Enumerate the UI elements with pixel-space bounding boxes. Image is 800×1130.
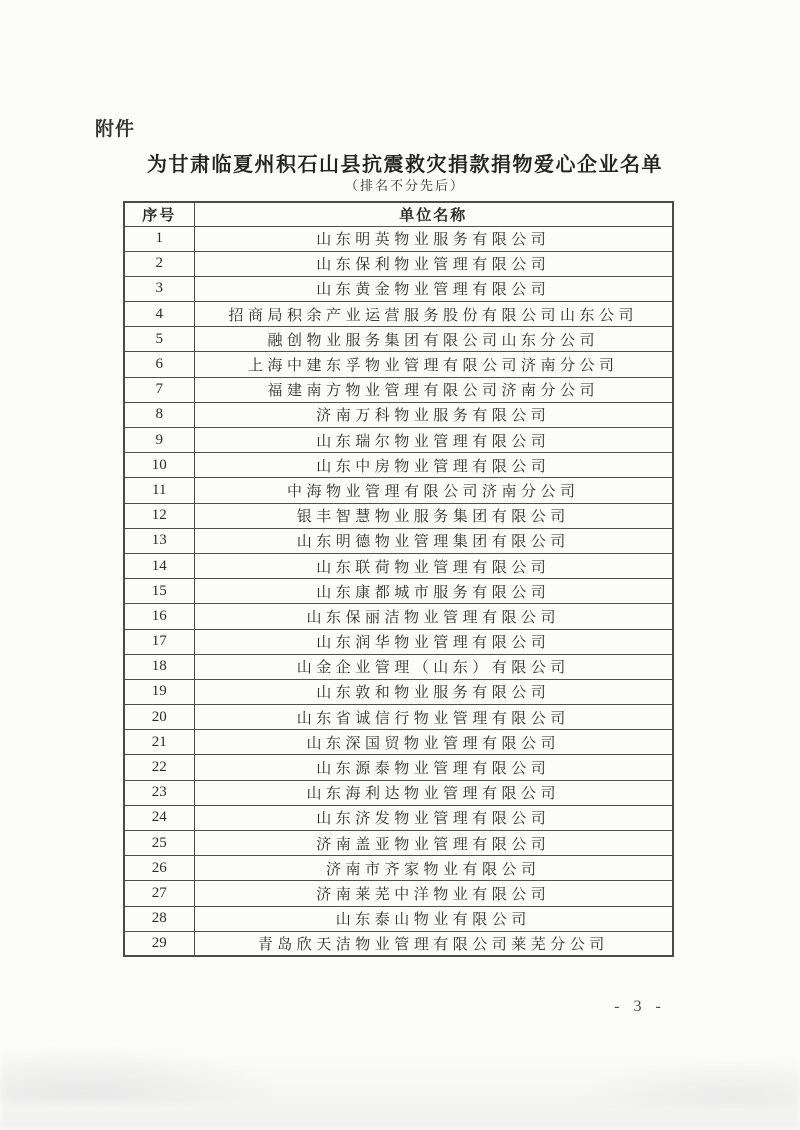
table-row: [124, 831, 673, 856]
company-name-cell: 山东保利物业管理有限公司: [194, 251, 673, 276]
table-row: [124, 881, 673, 906]
row-number-cell: 1: [124, 226, 194, 251]
company-name-cell: 山东明英物业服务有限公司: [194, 226, 673, 251]
table-header-row: [124, 202, 673, 226]
company-name-cell: 中海物业管理有限公司济南分公司: [194, 478, 673, 503]
company-name-cell: 山东保丽洁物业管理有限公司: [194, 604, 673, 629]
document-title: 为甘肃临夏州积石山县抗震救灾捐款捐物爱心企业名单: [147, 154, 663, 176]
company-name-cell: 山东瑞尔物业管理有限公司: [194, 428, 673, 453]
table-row: [124, 906, 673, 931]
table-row: [124, 755, 673, 780]
page-number: - 3 -: [614, 998, 666, 1015]
company-roster-table: [123, 201, 674, 957]
table-row: [124, 251, 673, 276]
row-number-cell: 22: [124, 755, 194, 780]
table-row: [124, 679, 673, 704]
company-name-cell: 济南莱芜中洋物业有限公司: [194, 881, 673, 906]
row-number-cell: 9: [124, 428, 194, 453]
scan-artifact: [580, 1056, 800, 1106]
table-body: [124, 226, 673, 956]
table-row: [124, 377, 673, 402]
table-row: [124, 428, 673, 453]
table-row: [124, 276, 673, 301]
row-number-cell: 25: [124, 831, 194, 856]
table-row: [124, 302, 673, 327]
table-row: [124, 553, 673, 578]
company-name-cell: 山东润华物业管理有限公司: [194, 629, 673, 654]
column-header-company-name: 单位名称: [194, 202, 673, 226]
company-name-cell: 山东中房物业管理有限公司: [194, 453, 673, 478]
row-number-cell: 26: [124, 856, 194, 881]
row-number-cell: 2: [124, 251, 194, 276]
column-header-serial-number: 序号: [124, 202, 194, 226]
company-name-cell: 银丰智慧物业服务集团有限公司: [194, 503, 673, 528]
row-number-cell: 19: [124, 679, 194, 704]
company-name-cell: 山东泰山物业有限公司: [194, 906, 673, 931]
attachment-label: 附件: [95, 119, 136, 140]
table-row: [124, 604, 673, 629]
table-row: [124, 730, 673, 755]
company-name-cell: 济南盖亚物业管理有限公司: [194, 831, 673, 856]
company-name-cell: 山东联荷物业管理有限公司: [194, 553, 673, 578]
row-number-cell: 24: [124, 805, 194, 830]
row-number-cell: 6: [124, 352, 194, 377]
company-name-cell: 福建南方物业管理有限公司济南分公司: [194, 377, 673, 402]
row-number-cell: 12: [124, 503, 194, 528]
table-row: [124, 654, 673, 679]
scan-artifact: [0, 1050, 800, 1130]
company-name-cell: 招商局积余产业运营服务股份有限公司山东公司: [194, 302, 673, 327]
row-number-cell: 29: [124, 931, 194, 956]
row-number-cell: 13: [124, 528, 194, 553]
company-name-cell: 济南市齐家物业有限公司: [194, 856, 673, 881]
company-name-cell: 融创物业服务集团有限公司山东分公司: [194, 327, 673, 352]
table-row: [124, 579, 673, 604]
table-row: [124, 453, 673, 478]
table-row: [124, 629, 673, 654]
row-number-cell: 14: [124, 553, 194, 578]
company-name-cell: 山东省诚信行物业管理有限公司: [194, 705, 673, 730]
row-number-cell: 20: [124, 705, 194, 730]
row-number-cell: 16: [124, 604, 194, 629]
table-row: [124, 931, 673, 956]
company-name-cell: 山金企业管理（山东）有限公司: [194, 654, 673, 679]
row-number-cell: 28: [124, 906, 194, 931]
row-number-cell: 10: [124, 453, 194, 478]
company-name-cell: 山东济发物业管理有限公司: [194, 805, 673, 830]
company-name-cell: 山东源泰物业管理有限公司: [194, 755, 673, 780]
table-row: [124, 805, 673, 830]
row-number-cell: 11: [124, 478, 194, 503]
table-row: [124, 352, 673, 377]
table-row: [124, 478, 673, 503]
row-number-cell: 27: [124, 881, 194, 906]
table-row: [124, 327, 673, 352]
company-name-cell: 山东明德物业管理集团有限公司: [194, 528, 673, 553]
table-row: [124, 503, 673, 528]
row-number-cell: 17: [124, 629, 194, 654]
company-name-cell: 山东深国贸物业管理有限公司: [194, 730, 673, 755]
table-row: [124, 528, 673, 553]
table-row: [124, 226, 673, 251]
company-name-cell: 山东海利达物业管理有限公司: [194, 780, 673, 805]
table-row: [124, 705, 673, 730]
table-row: [124, 780, 673, 805]
row-number-cell: 4: [124, 302, 194, 327]
row-number-cell: 15: [124, 579, 194, 604]
company-name-cell: 山东康都城市服务有限公司: [194, 579, 673, 604]
document-subtitle: （排名不分先后）: [344, 178, 465, 193]
company-name-cell: 济南万科物业服务有限公司: [194, 402, 673, 427]
row-number-cell: 23: [124, 780, 194, 805]
scan-artifact: [0, 1042, 280, 1102]
company-name-cell: 上海中建东孚物业管理有限公司济南分公司: [194, 352, 673, 377]
company-name-cell: 山东黄金物业管理有限公司: [194, 276, 673, 301]
company-name-cell: 青岛欣天洁物业管理有限公司莱芜分公司: [194, 931, 673, 956]
company-name-cell: 山东敦和物业服务有限公司: [194, 679, 673, 704]
table-row: [124, 856, 673, 881]
row-number-cell: 18: [124, 654, 194, 679]
row-number-cell: 5: [124, 327, 194, 352]
row-number-cell: 7: [124, 377, 194, 402]
table-row: [124, 402, 673, 427]
row-number-cell: 21: [124, 730, 194, 755]
row-number-cell: 8: [124, 402, 194, 427]
row-number-cell: 3: [124, 276, 194, 301]
